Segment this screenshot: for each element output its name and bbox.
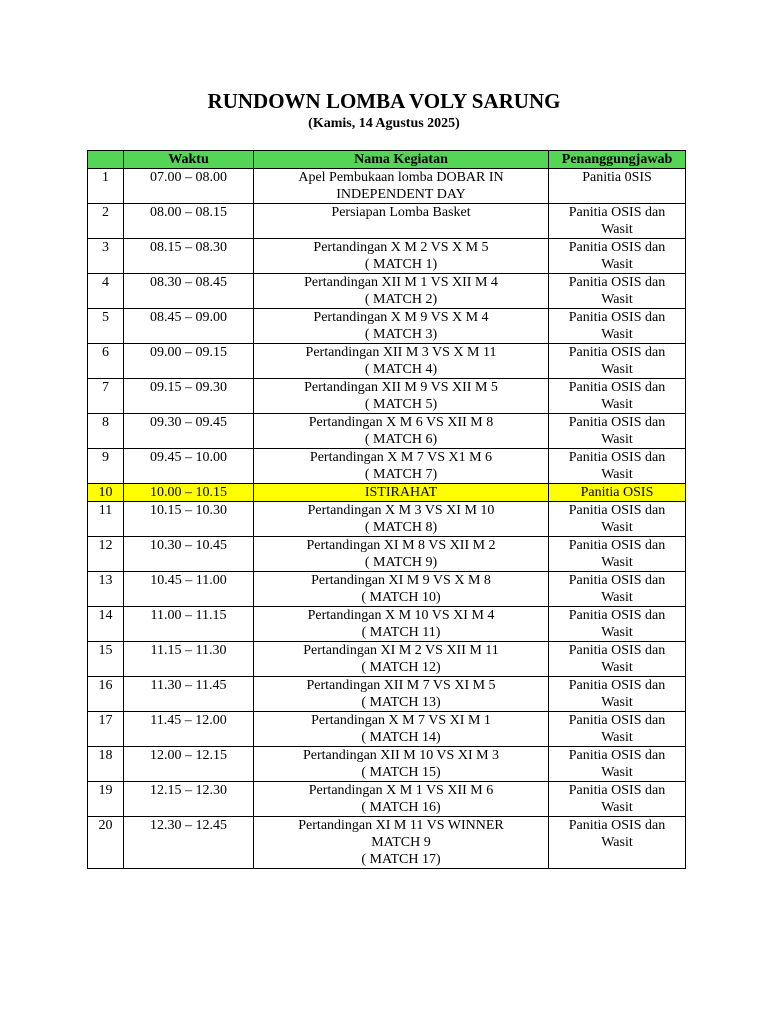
cell-nama-kegiatan	[254, 274, 549, 309]
penanggungjawab-line: Panitia OSIS dan	[568, 415, 666, 430]
cell-no: 9	[88, 449, 124, 484]
kegiatan-line: Pertandingan XI M 2 VS XII M 11	[303, 643, 499, 658]
kegiatan-line: ( MATCH 7)	[364, 467, 438, 482]
table-row	[88, 572, 686, 607]
cell-nama-kegiatan	[254, 572, 549, 607]
cell-waktu: 11.45 – 12.00	[124, 712, 254, 747]
cell-waktu: 10.15 – 10.30	[124, 502, 254, 537]
cell-no: 6	[88, 344, 124, 379]
table-row	[88, 747, 686, 782]
kegiatan-line: Pertandingan X M 3 VS XI M 10	[307, 503, 495, 518]
kegiatan-line: ( MATCH 10)	[361, 590, 441, 605]
cell-no: 13	[88, 572, 124, 607]
penanggungjawab-line: Panitia OSIS dan	[568, 380, 666, 395]
cell-no: 10	[88, 484, 124, 502]
penanggungjawab-line: Panitia 0SIS	[582, 170, 652, 185]
cell-waktu: 11.30 – 11.45	[124, 677, 254, 712]
cell-nama-kegiatan	[254, 642, 549, 677]
header-no	[88, 151, 124, 169]
header-nama-kegiatan: Nama Kegiatan	[254, 151, 549, 169]
penanggungjawab-line: Wasit	[601, 362, 633, 377]
cell-waktu: 11.00 – 11.15	[124, 607, 254, 642]
penanggungjawab-line: Panitia OSIS dan	[568, 538, 666, 553]
kegiatan-line: ( MATCH 12)	[361, 660, 441, 675]
penanggungjawab-line: Wasit	[601, 765, 633, 780]
table-row	[88, 274, 686, 309]
kegiatan-line: Pertandingan X M 1 VS XII M 6	[308, 783, 494, 798]
cell-waktu: 12.00 – 12.15	[124, 747, 254, 782]
table-row	[88, 484, 686, 502]
penanggungjawab-line: Wasit	[601, 520, 633, 535]
kegiatan-line: MATCH 9	[371, 835, 431, 850]
kegiatan-line: Pertandingan X M 7 VS X1 M 6	[309, 450, 493, 465]
penanggungjawab-line: Panitia OSIS dan	[568, 608, 666, 623]
cell-nama-kegiatan	[254, 344, 549, 379]
kegiatan-line: Pertandingan XI M 11 VS WINNER	[298, 818, 504, 833]
cell-nama-kegiatan	[254, 502, 549, 537]
cell-penanggungjawab	[549, 642, 686, 677]
kegiatan-line: Pertandingan X M 7 VS XI M 1	[311, 713, 491, 728]
table-row	[88, 642, 686, 677]
kegiatan-line: ( MATCH 16)	[361, 800, 441, 815]
penanggungjawab-line: Wasit	[601, 800, 633, 815]
penanggungjawab-line: Wasit	[601, 257, 633, 272]
table-row	[88, 344, 686, 379]
table-row	[88, 782, 686, 817]
kegiatan-line: Pertandingan XII M 3 VS X M 11	[305, 345, 497, 360]
penanggungjawab-line: Panitia OSIS dan	[568, 643, 666, 658]
cell-no: 14	[88, 607, 124, 642]
kegiatan-line: ( MATCH 13)	[361, 695, 441, 710]
cell-penanggungjawab	[549, 484, 686, 502]
cell-waktu: 11.15 – 11.30	[124, 642, 254, 677]
cell-penanggungjawab	[549, 239, 686, 274]
cell-waktu: 09.00 – 09.15	[124, 344, 254, 379]
penanggungjawab-line: Wasit	[601, 555, 633, 570]
penanggungjawab-line: Wasit	[601, 327, 633, 342]
cell-nama-kegiatan	[254, 484, 549, 502]
cell-no: 7	[88, 379, 124, 414]
cell-penanggungjawab	[549, 747, 686, 782]
table-row	[88, 169, 686, 204]
cell-no: 19	[88, 782, 124, 817]
kegiatan-line: Pertandingan X M 9 VS X M 4	[313, 310, 489, 325]
kegiatan-line: ( MATCH 17)	[361, 852, 441, 867]
cell-no: 1	[88, 169, 124, 204]
cell-waktu: 08.15 – 08.30	[124, 239, 254, 274]
cell-penanggungjawab	[549, 449, 686, 484]
kegiatan-line: Persiapan Lomba Basket	[331, 205, 471, 220]
cell-waktu: 08.45 – 09.00	[124, 309, 254, 344]
table-row	[88, 537, 686, 572]
kegiatan-line: ( MATCH 15)	[361, 765, 441, 780]
penanggungjawab-line: Panitia OSIS dan	[568, 240, 666, 255]
cell-penanggungjawab	[549, 607, 686, 642]
cell-no: 20	[88, 817, 124, 869]
kegiatan-line: ( MATCH 3)	[364, 327, 438, 342]
cell-penanggungjawab	[549, 712, 686, 747]
cell-no: 18	[88, 747, 124, 782]
cell-nama-kegiatan	[254, 379, 549, 414]
table-row	[88, 204, 686, 239]
penanggungjawab-line: Panitia OSIS dan	[568, 310, 666, 325]
penanggungjawab-line: Panitia OSIS dan	[568, 748, 666, 763]
penanggungjawab-line: Wasit	[601, 660, 633, 675]
cell-no: 4	[88, 274, 124, 309]
penanggungjawab-line: Wasit	[601, 695, 633, 710]
table-row	[88, 449, 686, 484]
penanggungjawab-line: Panitia OSIS dan	[568, 818, 666, 833]
penanggungjawab-line: Panitia OSIS dan	[568, 450, 666, 465]
cell-waktu: 08.30 – 08.45	[124, 274, 254, 309]
cell-waktu: 12.15 – 12.30	[124, 782, 254, 817]
cell-waktu: 09.30 – 09.45	[124, 414, 254, 449]
penanggungjawab-line: Panitia OSIS dan	[568, 503, 666, 518]
kegiatan-line: ( MATCH 14)	[361, 730, 441, 745]
table-row	[88, 712, 686, 747]
cell-waktu: 09.15 – 09.30	[124, 379, 254, 414]
penanggungjawab-line: Panitia OSIS dan	[568, 678, 666, 693]
cell-waktu: 12.30 – 12.45	[124, 817, 254, 869]
penanggungjawab-line: Panitia OSIS dan	[568, 345, 666, 360]
kegiatan-line: Pertandingan X M 2 VS X M 5	[313, 240, 489, 255]
cell-waktu: 09.45 – 10.00	[124, 449, 254, 484]
cell-penanggungjawab	[549, 309, 686, 344]
cell-waktu: 10.00 – 10.15	[124, 484, 254, 502]
cell-nama-kegiatan	[254, 782, 549, 817]
kegiatan-line: Pertandingan XI M 8 VS XII M 2	[306, 538, 496, 553]
cell-waktu: 10.45 – 11.00	[124, 572, 254, 607]
header-penanggungjawab: Penanggungjawab	[549, 151, 686, 169]
cell-nama-kegiatan	[254, 817, 549, 869]
cell-nama-kegiatan	[254, 449, 549, 484]
kegiatan-line: Pertandingan XII M 9 VS XII M 5	[304, 380, 498, 395]
cell-nama-kegiatan	[254, 204, 549, 239]
document-title: RUNDOWN LOMBA VOLY SARUNG	[207, 89, 561, 113]
kegiatan-line: ( MATCH 4)	[364, 362, 438, 377]
table-row	[88, 607, 686, 642]
penanggungjawab-line: Wasit	[601, 730, 633, 745]
table-row	[88, 502, 686, 537]
cell-penanggungjawab	[549, 379, 686, 414]
cell-no: 2	[88, 204, 124, 239]
penanggungjawab-line: Wasit	[601, 590, 633, 605]
kegiatan-line: ( MATCH 5)	[364, 397, 438, 412]
cell-nama-kegiatan	[254, 239, 549, 274]
cell-penanggungjawab	[549, 677, 686, 712]
cell-no: 16	[88, 677, 124, 712]
kegiatan-line: Pertandingan XII M 1 VS XII M 4	[304, 275, 498, 290]
cell-penanggungjawab	[549, 344, 686, 379]
penanggungjawab-line: Panitia OSIS dan	[568, 205, 666, 220]
kegiatan-line: ( MATCH 9)	[364, 555, 438, 570]
cell-nama-kegiatan	[254, 747, 549, 782]
cell-no: 12	[88, 537, 124, 572]
cell-penanggungjawab	[549, 537, 686, 572]
cell-penanggungjawab	[549, 414, 686, 449]
cell-nama-kegiatan	[254, 677, 549, 712]
kegiatan-line: Pertandingan X M 10 VS XI M 4	[307, 608, 495, 623]
penanggungjawab-line: Panitia OSIS dan	[568, 573, 666, 588]
table-row	[88, 309, 686, 344]
table-row	[88, 239, 686, 274]
cell-no: 8	[88, 414, 124, 449]
kegiatan-line: Apel Pembukaan lomba DOBAR IN	[298, 170, 504, 185]
rundown-table	[87, 150, 686, 869]
cell-penanggungjawab	[549, 782, 686, 817]
cell-no: 3	[88, 239, 124, 274]
cell-nama-kegiatan	[254, 414, 549, 449]
penanggungjawab-line: Panitia OSIS dan	[568, 713, 666, 728]
penanggungjawab-line: Wasit	[601, 292, 633, 307]
penanggungjawab-line: Wasit	[601, 625, 633, 640]
penanggungjawab-line: Panitia OSIS	[580, 485, 654, 500]
cell-no: 5	[88, 309, 124, 344]
kegiatan-line: INDEPENDENT DAY	[336, 187, 466, 202]
cell-penanggungjawab	[549, 572, 686, 607]
kegiatan-line: Pertandingan X M 6 VS XII M 8	[308, 415, 494, 430]
cell-penanggungjawab	[549, 502, 686, 537]
cell-no: 17	[88, 712, 124, 747]
cell-waktu: 07.00 – 08.00	[124, 169, 254, 204]
table-row	[88, 379, 686, 414]
document-subtitle: (Kamis, 14 Agustus 2025)	[308, 116, 460, 131]
penanggungjawab-line: Wasit	[601, 432, 633, 447]
penanggungjawab-line: Panitia OSIS dan	[568, 275, 666, 290]
cell-penanggungjawab	[549, 817, 686, 869]
kegiatan-line: ( MATCH 11)	[361, 625, 441, 640]
cell-nama-kegiatan	[254, 537, 549, 572]
header-waktu: Waktu	[124, 151, 254, 169]
penanggungjawab-line: Panitia OSIS dan	[568, 783, 666, 798]
table-header-row	[88, 151, 686, 169]
cell-penanggungjawab	[549, 274, 686, 309]
cell-nama-kegiatan	[254, 712, 549, 747]
cell-nama-kegiatan	[254, 309, 549, 344]
table-row	[88, 677, 686, 712]
kegiatan-line: ( MATCH 1)	[364, 257, 438, 272]
kegiatan-line: ISTIRAHAT	[364, 485, 438, 500]
table-row	[88, 817, 686, 869]
table-row	[88, 414, 686, 449]
table-body	[88, 169, 686, 869]
cell-waktu: 08.00 – 08.15	[124, 204, 254, 239]
cell-penanggungjawab	[549, 204, 686, 239]
kegiatan-line: Pertandingan XI M 9 VS X M 8	[311, 573, 491, 588]
kegiatan-line: Pertandingan XII M 7 VS XI M 5	[306, 678, 496, 693]
cell-waktu: 10.30 – 10.45	[124, 537, 254, 572]
cell-no: 15	[88, 642, 124, 677]
cell-penanggungjawab	[549, 169, 686, 204]
cell-nama-kegiatan	[254, 607, 549, 642]
kegiatan-line: ( MATCH 6)	[364, 432, 438, 447]
kegiatan-line: Pertandingan XII M 10 VS XI M 3	[302, 748, 500, 763]
penanggungjawab-line: Wasit	[601, 222, 633, 237]
penanggungjawab-line: Wasit	[601, 467, 633, 482]
penanggungjawab-line: Wasit	[601, 835, 633, 850]
cell-no: 11	[88, 502, 124, 537]
kegiatan-line: ( MATCH 2)	[364, 292, 438, 307]
penanggungjawab-line: Wasit	[601, 397, 633, 412]
kegiatan-line: ( MATCH 8)	[364, 520, 438, 535]
cell-nama-kegiatan	[254, 169, 549, 204]
